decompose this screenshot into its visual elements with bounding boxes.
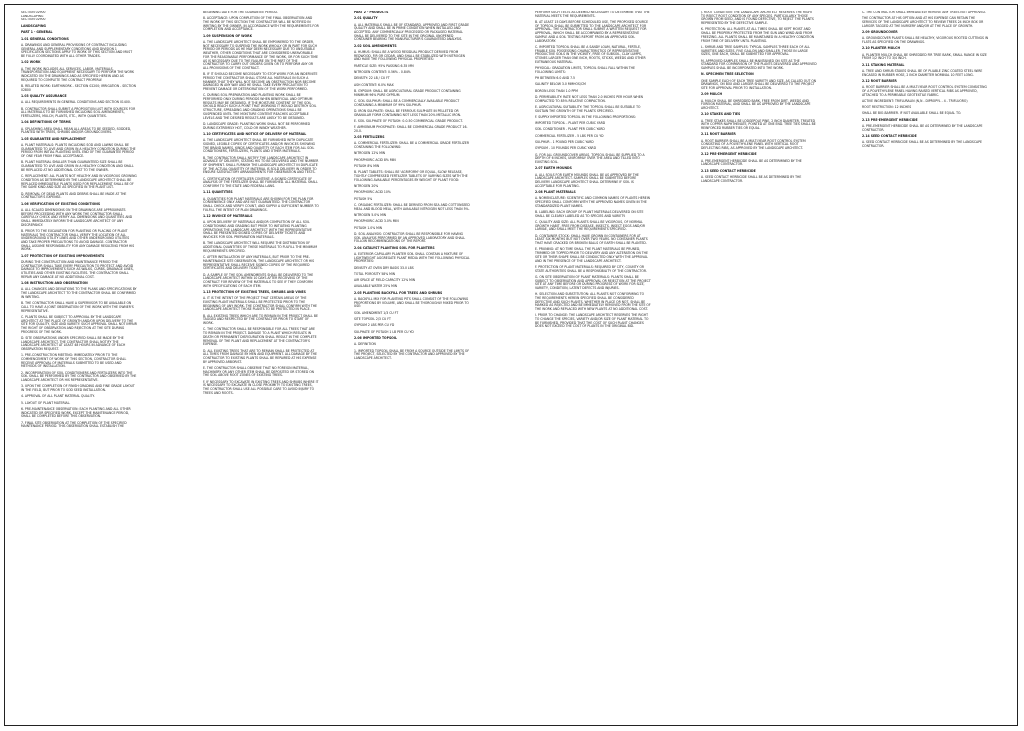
spec-paragraph: D. IRON SULPHATE: SHALL BE FERROUS SULPHATE IN PELLETED OR GRANULAR FORM CONTAINING NOT LESS THAN 20% METALLIC IRON. (354, 108, 462, 117)
section-label: SECTION 02900 (21, 11, 46, 14)
spec-paragraph: B. THE CONTRACTOR SHALL NOTIFY THE LANDSCAPE ARCHITECT IN ADVANCE OF DELIVERY, STATING HIS TO BE DELIVERED AND THE NUMBER OF SHIPMENT. SHALL FURNISH THE LANDSCAPE ARCHITECT IN DUPLICATE OF THE ACTUAL QUANTITY OF MATERIAL IS SOLD DELIVERY IN ORDER TO ENSURE SATISFACTORY ARRANGEMENTS FOR OBSERVATION AND TESTS. (203, 155, 319, 175)
section-heading: 2.03 FERTILIZERS (354, 135, 385, 140)
spec-paragraph: 8. ACCEPTANCE: UPON COMPLETION OF THE FINAL OBSERVATION AND THE WORK OF THIS SECTION THE CONTRACTOR WILL BE NOTIFIED IN WRITING BY THE OWNER, IN ACCORDANCE WITH THE REQUIREMENTS FOR COMPLETION AND ACCEPTANCE. (203, 16, 319, 32)
section-heading: 2.05 PLANTING BACKFILL FOR TREES AND SHRUBS (354, 290, 443, 295)
section-heading: 2.09 MULCH (701, 92, 723, 97)
spec-column-3 (354, 11, 470, 716)
spec-paragraph: K. PROTECTION: ALL PLANTS AT ALL TIMES SHALL BE KEPT MOIST AND SHALL BE PROPERLY PROTECTED FROM THE SUN AND WIND AND FROM FREEZING. ALL PLANTS SHALL BE MAINTAINED IN A HEALTHY CONDITION FROM TIME OF DELIVERY UNTIL PLANTING. (701, 27, 815, 43)
spec-paragraph: B. GYPSUM: SHALL BE AGRICULTURAL GRADE PRODUCT CONTAINING MINIMUM 96% PURE GYPSUM. (354, 88, 461, 97)
section-heading: 2.13 PRE-EMERGENT HERBICIDE (862, 117, 918, 122)
spec-paragraph: A. THE WORK INCLUDES ALL SERVICES, LABOR, MATERIALS, TRANSPORTATION AND EQUIPMENT NECESSARY TO PERFORM THE WORK INDICATED ON THE DRAWINGS AND AS SPECIFIED HEREIN AND AS REQUIRED TO COMPLETE THE CONTRACT PROPERLY. (21, 66, 135, 82)
spec-table-row: AVAILABLE WATER 25% MIN (354, 284, 398, 289)
spec-paragraph: C. CERTIFICATION OF FERTILIZER CONTENT: A SIGNED CERTIFICATE OF ANALYSIS OF THE FERTILIZER SHALL BE FURNISHED. ALL MATERIAL SHALL CONFORM TO THE STATE AND FEDERAL LAWS. (203, 176, 318, 189)
spec-paragraph: A. ALL REQUIREMENTS IN GENERAL CONDITIONS AND SECTION 01400. (21, 100, 131, 105)
spec-table-row: NITROGEN 12% MIN (354, 151, 386, 156)
spec-paragraph: D. SITE OBSERVATIONS UNDER SPECIFIED SHALL BE MADE BY THE LANDSCAPE ARCHITECT. THE CONTRACTOR SHALL NOTIFY THE LANDSCAPE ARCHITECT AT LEAST 48 HOURS IN ADVANCE OF EACH OBSERVATION REQUEST. (21, 335, 126, 352)
spec-paragraph: ONE SAMPLE EACH OF EACH TREE VARIETY AND SIZE, AS CALLED OUT ON DRAWINGS, ON BOX AND LARGER SHALL BE DELIVERED TO THE PROJECT SITE FOR APPROVAL PRIOR TO INSTALLATION. (701, 78, 817, 90)
spec-table-row: AIR SPACE AT FIELD CAPACITY 12% MIN (354, 278, 416, 283)
spec-table-row: GYPSUM 2 LBS PER CU YD (354, 323, 395, 328)
spec-paragraph: F. SUPPLY IMPORTED TOPSOIL IN THE FOLLOWING PROPORTIONS: (535, 114, 636, 119)
spec-table-row: SULPHATE OF POTASH 1 LB PER CU YD (354, 329, 414, 334)
spec-paragraph: 7. FINAL SITE OBSERVATION AT THE COMPLETION OF THE SPECIFIED MAINTENANCE PERIOD. THIS OBSERVATION SHALL ESTABLISH THE (21, 420, 127, 429)
spec-paragraph: D. REMOVAL OF DEAD PLANTS AND DEBRIS SHALL BE MADE AT THE CONTRACTOR'S EXPENSE. (21, 191, 127, 200)
section-heading: 2.10 STAKES AND TIES (701, 112, 741, 117)
spec-paragraph: B. PLANT MATERIAL SMALLER THAN GUARANTEED SIZE SHALL BE GUARANTEED TO LIVE AND GROW IN A HEALTHY CONDITION AND SHALL BE REPLACED AT NO ADDITIONAL COST TO THE OWNER. (21, 160, 134, 172)
spec-paragraph: F. PROTECTION OF PLANT MATERIALS: REQUIRED BY CITY, COUNTY OR STATE AUTHORITIES SHALL BE A RESPONSIBILITY OF THE CONTRACTOR. (535, 264, 647, 273)
spec-paragraph: C. ORGANIC FERTILIZER: SHALL BE DERIVED FROM SEA AND COTTONSEED MEAL AND BLOOD MEAL, WITH AVAILABLE NITROGEN NOT LESS THAN 5%. (354, 202, 470, 211)
section-heading: 2.04 CATALYST PLANTING SOIL FOR PLANTERS (354, 245, 435, 250)
spec-paragraph: A. ROOT BARRIER SHALL BE A MULTI-YEAR ROOT CONTROL SYSTEM CONSISTING OF A POLYETHYLENE PANEL WITH VERTICAL ROOT DEFLECTING RIBS, AS APPROVED BY THE LANDSCAPE ARCHITECT. (701, 138, 806, 150)
spec-column-4 (535, 11, 651, 716)
spec-table-row: PH BETWEEN 6.0 AND 7.5 (535, 75, 576, 80)
spec-paragraph: THE CONTRACTOR AT HIS OPTION AND AT HIS EXPENSE CAN RETAIN THE SERVICES OF THE LANDSCAPE ARCHITECT TO REVIEW TREES 24 INCH BOX OR LARGER TAGGED AT THE NURSERY AND/OR AT THE PLACE OF GROWTH. (862, 16, 984, 28)
spec-column-5 (701, 11, 817, 716)
section-heading: 1.02 WORK (21, 60, 41, 65)
spec-paragraph: B. THE CONTRACTOR SHALL HAVE A SUPERVISOR TO BE AVAILABLE ON CALL TO HAVE A JOINT OBSERVATION OF THE WORK WITH THE OWNER'S REPRESENTATIVE. (21, 301, 134, 313)
spec-paragraph: D. CONTAINER STOCK: SHALL HAVE GROWN IN CONTAINERS FOR AT LEAST SIX MONTHS BUT NOT OVER TWO YEARS. NO CONTAINER PLANTS THAT HAVE CRACKED OR BROKEN BALLS OF EARTH SHALL BE PLANTED. (535, 233, 648, 246)
spec-paragraph: A. BACKFILL MIX FOR PLANTING PITS SHALL CONSIST OF THE FOLLOWING PROPORTIONS BY VOLUME, AND SHALL BE THOROUGHLY MIXED PRIOR TO USE: (354, 297, 469, 309)
spec-table-row: SOIL AMENDMENT 1/3 CU FT (354, 310, 399, 315)
spec-paragraph: I. PRIOR TO CHANGE: THE LANDSCAPE ARCHITECT RESERVES THE RIGHT TO CHANGE THE SPECIES, VARIETY AND/OR SIZE OF PLANT MATERIAL TO BE FURNISHED, PROVIDED THAT THE COST OF SUCH PLANT CHANGES DOES NOT EXCEED THE COST OF PLANTS IN THE ORIGINAL BID. (535, 313, 649, 329)
section-heading: 1.11 QUANTITIES (203, 190, 233, 195)
spec-paragraph: D. ALL EXISTING TREES THAT ARE TO REMAIN SHALL BE PROTECTED AT ALL TIMES FROM DAMAGE BY MEN AND EQUIPMENT. ALL DAMAGE BY THE CONTRACTOR TO EXISTING PLANTS SHALL BE REPAIRED AT HIS EXPENSE BY APPROVED ARBORIST. (203, 348, 317, 364)
spec-paragraph: A. QUANTITIES FOR PLANT MATERIALS ARE SHOWN FOR THE PLAN FOR CONVENIENCE ONLY AND ARE NOT GUARANTEED. THE CONTRACTOR SHALL CHECK AND VERIFY COUNT, AND SUPPLY A SUFFICIENT NUMBER TO FULFILL THE INTENT OF PLAN DRAWINGS. (203, 196, 319, 212)
section-heading: PART 1 - GENERAL (21, 30, 53, 35)
section-heading: 1.05 GUARANTEE AND REPLACEMENT (21, 136, 86, 141)
section-heading: 2.12 PRE-EMERGENT HERBICIDE (701, 152, 757, 157)
section-heading: 1.01 GENERAL CONDITIONS (21, 36, 69, 41)
spec-table-row: BORON LESS THAN 1.0 PPM (535, 88, 578, 93)
spec-table-row: NITROGEN 5.0% MIN (354, 212, 387, 217)
spec-table-row: PHYSICAL: GRADATION LIMITS, TOPSOIL SHALL FALL WITHIN THE FOLLOWING LIMITS: (535, 65, 635, 74)
spec-paragraph: B. PLANT TABLETS: SHALL BE 'AGRIFORM' OR EQUAL, SLOW RELEASE, TIGHTLY COMPRESSED FERTILIZER TABLETS OF VARYING SIZES WITH THE FOLLOWING AVAILABLE PERCENTAGES BY WEIGHT OF PLANT FOOD: (354, 170, 468, 182)
spec-table-row: ROOT RESTRICTION: 12 INCHES (862, 105, 912, 110)
spec-paragraph: A. ALL SCALED DIMENSIONS ON THE DRAWINGS ARE APPROXIMATE. BEFORE PROCEEDING WITH ANY WORK THE CONTRACTOR SHALL CAREFULLY CHECK AND VERIFY ALL DIMENSIONS AND QUANTITIES AND SHALL IMMEDIATELY INFORM THE LANDSCAPE ARCHITECT OF ANY DISCREPANCY. (21, 207, 133, 227)
spec-paragraph: A. ROOT BARRIER SHALL BE A MULTI-YEAR ROOT CONTROL SYSTEM CONSISTING OF A POLYETHYLENE PANEL HAVING RAISED VERTICAL RIBS AS APPROVED, ATTACHED TO A PERMEABLE GEOTEXTILE FABRIC. (862, 85, 987, 97)
spec-paragraph: 3. UPON THE COMPLETION OF FINISH GRADING AND FINE GRADE LAYOUT IN THE FIELD, BUT PRIOR TO SOD SEED INSTALLATION. (21, 384, 135, 393)
section-heading: PART 2 - PRODUCTS (354, 11, 389, 14)
spec-table-row: PHOSPHORIC ACID 3.0% MIN (354, 219, 399, 224)
spec-paragraph: PERFORM SUCH TESTS AS DEEMED NECESSARY TO DETERMINE THAT THE MATERIAL MEETS THE REQUIREMENTS. (535, 11, 650, 18)
section-heading: 1.09 SUSPENSION OF WORK (203, 33, 252, 38)
spec-table-row: PHOSPHORIC ACID 10% (354, 190, 391, 195)
spec-paragraph: D. LANDSCAPE GRADE: PLANTING WORK SHALL NOT BE PERFORMED DURING EXTREMELY HOT, COLD OR WINDY WEATHER. (203, 121, 311, 130)
spec-paragraph: C. AFTER INSTALLATION OF ANY MATERIALS, BUT PRIOR TO THE PRE-MAINTENANCE SITE OBSERVATION, THE LANDSCAPE ARCHITECT OR HIS REPRESENTATIVE SHALL RECEIVE SIGNED COPIES OF THE REQUIRED CERTIFICATES AND DELIVERY TICKETS. (203, 255, 315, 271)
spec-paragraph: 2. INCORPORATION OF SOIL CONDITIONERS AND FERTILIZERS INTO THE SOIL SHALL BE PERFORMED BY THE CONTRACTOR AND OBSERVED BY THE LANDSCAPE ARCHITECT OR HIS REPRESENTATIVE. (21, 370, 137, 383)
section-heading: 2.10 PLANTER MULCH (862, 46, 901, 51)
section-heading: 2.14 SEED CONTACT HERBICIDE (862, 134, 917, 139)
spec-paragraph: F. AMMONIUM PHOSPHATE: SHALL BE COMMERCIAL GRADE PRODUCT 16-20-0. (354, 125, 468, 133)
spec-paragraph: B. ALL EXISTING TREES WHICH ARE TO REMAIN IN THE PROJECT SHALL BE TAGGED AND RESPECTED BY THE CONTRACTOR PRIOR TO START OF WORK. (203, 313, 318, 326)
spec-table-row: POTASH 8% MIN (354, 164, 380, 169)
spec-column-6 (862, 11, 990, 716)
spec-paragraph: A. EXTERIOR CAPILLARY PLANTER SOIL SHALL CONTAIN A MIXTURE OF LIGHTWEIGHT AGGREGATE PLANT MEDIA WITH THE FOLLOWING PHYSICAL PROPERTIES: (354, 251, 470, 264)
spec-paragraph: A. ALL SOILS FOR EARTH MOUNDS SHALL BE AS APPROVED BY THE LANDSCAPE ARCHITECT. SAMPLES SHALL BE SUBMITTED BEFORE DELIVERY. LANDSCAPE ARCHITECT SHALL DETERMINE IF SOIL IS ACCEPTABLE FOR PLANTING. (535, 172, 639, 188)
section-heading: 2.01 QUALITY (354, 16, 378, 21)
spec-table-row: COMMERCIAL FERTILIZER - 5 LBS PER CU YD (535, 133, 604, 138)
section-heading: 2.12 ROOT BARRIER (862, 78, 897, 83)
spec-paragraph: F. IF NECESSARY TO EXCAVATE IN EXISTING TREES AND SHRUBS WHERE IT IS NECESSARY TO EXCAVATE IN CLOSE PROXIMITY TO EXISTING TREES, THE CONTRACTOR SHALL USE ALL POSSIBLE CARE TO AVOID INJURY TO TREES AND ROOTS. (203, 379, 319, 395)
spec-table-row: SALINITY BELOW 3.0 MMHOS/CM (535, 82, 586, 87)
spec-paragraph: A. HUMUS: SHALL BE A WOOD RESIDUAL PRODUCT DERIVED FROM REDWOOD, FIR OR CEDAR, AND SHALL BE STABILIZED WITH NITROGEN AND HAVE THE FOLLOWING PHYSICAL PROPERTIES: (354, 50, 465, 62)
spec-paragraph: E. THE CONTRACTOR SHALL OBSERVE THAT NO FOREIGN MATERIAL, MACHINERY OR ANY OTHER ITEM SHALL BE DEPOSITED OR STORED ON THE SOIL ABOVE ROOT ZONES OF EXISTING TREES. (203, 365, 314, 378)
spec-paragraph: A. PLANT MATERIALS: PLANTS INCLUDING SOD AND LAWNS SHALL BE GUARANTEED TO LIVE AND GROW IN A HEALTHY CONDITION DURING THE PERIOD FROM INITIAL PLANTING UNTIL END OF THE GUARANTEE PERIOD OF ONE YEAR FROM FINAL ACCEPTANCE. (21, 143, 136, 159)
spec-paragraph: A. THE LANDSCAPE ARCHITECT SHALL BE FURNISHED WITH DUPLICATE SIGNED, LEGIBLE COPIES OF CERTIFICATES AND/OR INVOICES SHOWING THE BRAND NAMES, KINDS AND QUANTITY OF EACH ITEM FOR ALL SOIL CONDITIONERS, FERTILIZERS, PLANTS AND OTHER MATERIALS. (203, 138, 316, 154)
section-heading: 1.13 PROTECTION OF EXISTING TREES, SHRUBS AND VINES (203, 289, 306, 294)
spec-paragraph: B. PRIOR TO THE EXCAVATION FOR PLANTING OR PLACING OF PLANT MATERIALS THE CONTRACTOR SHALL VERIFY THE LOCATION OF ALL UNDERGROUND UTILITY LINES AND OTHER UNDERGROUND UTILITIES AND TAKE PROPER PRECAUTIONS TO AVOID DAMAGE. CONTRACTOR SHALL ASSUME RESPONSIBILITY FOR ANY DAMAGE RESULTING FROM HIS WORK. (21, 228, 135, 252)
spec-table-row: SITE TOPSOIL 2/3 CU FT (354, 317, 391, 322)
spec-paragraph: H. SELECTION AND SUBSTITUTION: ALL PLANTS NOT CONFORMING TO THE REQUIREMENTS HEREIN SPECIFIED SHALL BE CONSIDERED DEFECTIVE AND SUCH PLANTS, WHETHER IN PLACE OR NOT, SHALL BE MARKED AS REJECTED AND BE IMMEDIATELY REMOVED FROM THE SITE OF THE WORK AND REPLACED WITH NEW PLANTS AT NO ADDITIONAL COST. (535, 292, 651, 312)
spec-paragraph: E. PRUNING: AT NO TIME SHALL THE PLANT MATERIALS BE PRUNED, TRIMMED OR TOPPED PRIOR TO DELIVERY AND ANY ALTERATION ON THE SITE OR THEIR SHAPE SHALL BE CONDUCTED ONLY WITH THE APPROVAL AND IN THE PRESENCE OF THE LANDSCAPE ARCHITECT. (535, 247, 648, 263)
spec-paragraph: E. AGRICULTURAL SUITABILITY: THE TOPSOIL SHALL BE SUITABLE TO SUSTAIN THE GROWTH OF THE PLANTS SPECIFIED. (535, 104, 641, 113)
spec-paragraph: C. DURING SOIL PREPARATION AND PLANTING WORK SHALL BE PERFORMED ONLY DURING PERIODS WHEN BENEFICIAL AND OPTIMUM RESULTS MAY BE OBTAINED. IF THE MOISTURE CONTENT OF THE SOIL SHOULD REACH SUCH A POINT THAT WORKING IT WOULD DESTROY SOIL STRUCTURE, SPREADING AND GRADING OPERATIONS SHALL BE SUSPENDED UNTIL THE MOISTURE CONTENT REACHES ACCEPTABLE LEVELS AND THE DESIRED RESULTS ARE LIKELY TO BE OBTAINED. (203, 93, 317, 120)
spec-column-1 (21, 11, 137, 716)
spec-column-2 (203, 11, 319, 716)
spec-paragraph: G. ON SITE OBSERVATION OF PLANT MATERIALS: PLANTS SHALL BE SUBJECT TO OBSERVATION AND APPROVAL OR REJECTION AT THE PROJECT SITE AT ANY TIME BEFORE OR DURING PROGRESS OF WORK FOR SIZE, VARIETY, CONDITION, LATENT DEFECTS AND INJURIES. (535, 274, 651, 290)
section-heading: 2.11 ROOT BARRIER (701, 132, 736, 137)
spec-paragraph: A. SEED CONTACT HERBICIDE SHALL BE AS DETERMINED BY THE LANDSCAPE CONTRACTOR. (701, 174, 802, 183)
spec-table-row: PARTICLE SIZE: 95% PASSING 6.35 MM (354, 63, 414, 68)
spec-paragraph: A. THE LANDSCAPE ARCHITECT SHALL BE EMPOWERED TO THE ORDER, NOT NECESSARY TO SUSPEND THE WORK WHOLLY OR IN PART FOR SUCH PERIOD OR PERIODS AS HE MAY DEEM NECESSARY DUE TO UNSUITABLE WEATHER, OTHER CONDITIONS THAT ARE CONSIDERED UNFAVORABLE FOR THE REASONABLE PERFORMANCE OF THE WORK, OR FOR SUCH TIME AS IS NECESSARY DUE TO THE FAILURE ON THE PART OF THE CONTRACTOR TO CARRY OUT ORDERS GIVEN OR TO PERFORM ANY OR ALL PROVISIONS OF THE CONTRACT. (203, 40, 318, 70)
section-heading: N. SPECIMEN TREE SELECTION (701, 72, 754, 77)
spec-paragraph: A. MULCH SHALL BE SHREDDED BARK, FREE FROM DIRT, WEEDS AND FOREIGN MATERIAL, AND SHALL BE AS APPROVED BY THE LANDSCAPE ARCHITECT. (701, 98, 811, 110)
spec-table-row: IMPORTED TOPSOIL - PLANT PER CUBIC YARD (535, 121, 606, 126)
section-heading: 2.02 SOIL AMENDMENTS (354, 43, 397, 48)
spec-paragraph: C. THE CONTRACTOR SHALL BE RESPONSIBLE FOR ALL TREES THAT ARE TO REMAIN IN THE PROJECT. DAMAGE TO A PLANT WHICH RESULTS IN DEATH OR PERMANENT DISFIGURATION SHALL RESULT IN THE COMPLETE REMOVAL OF THE PLANT AND REPLACEMENT AT THE CONTRACTOR'S EXPENSE. (203, 327, 317, 347)
spec-paragraph: 6. PRE-MAINTENANCE OBSERVATION: EACH PLANTING AND ALL OTHER INDICATED OR SPECIFIED WORK, EXCEPT THE MAINTENANCE PERIOD, SHALL BE COMPLETED BEFORE THIS OBSERVATION. (21, 407, 131, 419)
spec-table-row: ACTIVE INGREDIENT: TRIFLURALIN (N,N - DIPROPYL - 4 - TRIFLUORO) (862, 98, 968, 103)
spec-table-row: PHOSPHORIC ACID 8% MIN (354, 157, 396, 162)
section-heading: 2.07 EARTH MOUNDS (535, 166, 572, 171)
spec-paragraph: B. CONTRACTOR SHALL SUBMIT A PROPOSITION LIST WITH SOURCES FOR ALL MATERIALS TO BE FURNISHED INCLUDING SOIL AMENDMENTS, FERTILIZERS, MULCH, PLANTS, ETC., WITH QUANTITIES. (21, 106, 136, 119)
spec-table-row: SULPHUR - 1 POUND PER CUBIC YARD (535, 140, 594, 144)
section-title: LANDSCAPING (21, 14, 44, 18)
spec-paragraph: A. DEFINITION (354, 342, 376, 347)
spec-table-row: ASH CONTENT: 6.0% MAX (354, 82, 394, 87)
spec-paragraph: 5. LAYOUT OF PLANT MATERIAL. (21, 400, 71, 405)
spec-paragraph: A. SPLASHING AREA SHALL MEAN ALL AREAS TO BE SEEDED, SODDED, PLANTED WITH TREES, SHRUBS AND/OR GROUNDCOVERS. (21, 126, 132, 135)
spec-paragraph: C. REPLACEMENT: ALL PLANTS NOT HEALTHY AND IN VIGOROUS GROWING CONDITION AS DETERMINED BY THE LANDSCAPE ARCHITECT SHALL BE REPLACED IMMEDIATELY. PLANTS USED FOR REPLACEMENT SHALL BE OF THE SAME KIND AND SIZE AS SPECIFIED IN THE PLANT LIST. (21, 174, 137, 190)
spec-table-row: TOTAL POROSITY 58% MIN (354, 271, 396, 276)
spec-paragraph: B. THE LANDSCAPE ARCHITECT WILL REQUIRE THE DISTRIBUTION OF ADDITIONAL QUANTITIES OF THESE MATERIALS TO FULFILL THE MINIMUM REQUIREMENTS SPECIFIED. (203, 241, 318, 253)
section-heading: 2.06 IMPORTED TOPSOIL (354, 335, 397, 340)
spec-paragraph: B. LABELING: EACH GROUP OF PLANT MATERIALS DELIVERED ON SITE SHALL BE CLEARLY LABELED AS TO SPECIES AND VARIETY. (535, 210, 644, 218)
spec-paragraph: A. COMMERCIAL FERTILIZER: SHALL BE A COMMERCIAL GRADE FERTILIZER CONTAINING THE FOLLOWING: (354, 141, 470, 150)
spec-paragraph: M. APPROVED SAMPLES SHALL BE MAINTAINED ON SITE AS THE STANDARD FOR COMPARISON OF THE PLANTS DELIVERED AND APPROVED SAMPLES SHALL BE INCORPORATED INTO THE WORK. (701, 58, 817, 70)
spec-table-row: SOIL CONDITIONER - PLANT PER CUBIC YARD (535, 127, 605, 132)
spec-paragraph: A. UPON DELIVERY OF MATERIALS AND/OR COMPLETION OF ALL SOIL CONDITIONING AND GRADING BUT PRIOR TO INITIATING PLANTING OPERATIONS THE LANDSCAPE ARCHITECT WITH THE REPRESENTATIVE SHALL BE PRESENTED SIGNED COPIES OF DELIVERY TICKETS AND INVOICES FOR SOIL PREPARATION MATERIALS. (203, 220, 312, 240)
spec-table-row: DENSITY: 22 LB / CU FT (354, 76, 390, 81)
spec-paragraph: B. AT LEAST 15 DAYS BEFORE SCHEDULED USE, THE PROPOSED SOURCE OF TOPSOIL SHALL BE SUBMITTED TO THE LANDSCAPE ARCHITECT FOR APPROVAL. THE CONTRACTOR SHALL SUBMIT A WRITTEN REQUEST FOR APPROVAL, WHICH SHALL BE ACCOMPANIED BY A REPRESENTATIVE SAMPLE AND A SOIL TESTING REPORT FROM AN APPROVED SOIL LABORATORY. (535, 20, 649, 43)
spec-table-row: GYPSUM - 10 POUNDS PER CUBIC YARD (535, 146, 596, 151)
spec-paragraph: A. PRE-EMERGENT HERBICIDE SHALL BE AS DETERMINED BY THE LANDSCAPE CONTRACTOR. (862, 124, 983, 132)
section-heading: 1.07 PROTECTION OF EXISTING IMPROVEMENTS (21, 253, 105, 258)
spec-paragraph: A. GROUNDCOVER PLANTS SHALL BE HEALTHY, VIGOROUS ROOTED CUTTINGS IN FLATS AS SPECIFIED ON THE DRAWINGS. (862, 36, 989, 44)
section-heading: 1.06 VERIFICATION OF EXISTING CONDITIONS (21, 201, 101, 206)
spec-paragraph: A. TREE AND SHRUB STAKES SHALL BE OF PLIABLE ZINC COATED STEEL WIRE ENCASED IN RUBBER HOSE, 2 INCH DIAMETER NOMINAL 10 FEET LONG. (862, 68, 983, 77)
spec-paragraph: BEGINNING DATE FOR THE GUARANTEE PERIOD. (203, 11, 278, 14)
spec-paragraph: 4. APPROVAL OF ALL PLANT MATERIAL QUALITY. (21, 394, 95, 399)
section-heading: 1.12 INVOICE OF MATERIALS (203, 214, 253, 219)
spec-paragraph: C. IMPORTED TOPSOIL SHALL BE A SANDY LOAM, NATURAL, FERTILE, FRIABLE SOIL POSSESSING CHARACTERISTICS OF REPRESENTATIVE PRODUCTIVE SOILS IN THE VICINITY, FREE OF SUBSOIL, CLAY LUMPS, STONES LARGER THAN ONE INCH, ROOTS, STICKS, WEEDS AND OTHER EXTRANEOUS MATERIAL. (535, 44, 646, 64)
spec-paragraph: C. THE CONTRACTOR SHALL IMMEDIATELY REMOVE ANY TREES NOT APPROVED. (862, 11, 986, 14)
spec-paragraph: L. SHRUB AND TREE SAMPLES: TYPICAL SAMPLES THREE EACH OF ALL VARIETIES AND SIZES, FIVE GALLON AND SMALLER, THOSE IN LARGE SIZES, ONE EACH, SHALL BE SUBMITTED FOR APPROVAL. (701, 44, 810, 57)
specification-sheet (4, 4, 1018, 726)
spec-paragraph: DURING THE CONSTRUCTION AND MAINTENANCE PERIOD THE CONTRACTOR SHALL TAKE EVERY PRECAUTION TO PROTECT AND AVOID DAMAGE TO IMPROVEMENTS SUCH AS WALKS, CURBS, DRAINAGE LINES, UTILITIES AND OTHER EXISTING FACILITIES. THE CONTRACTOR SHALL REPAIR ANY DAMAGE AT NO ADDITIONAL COST. (21, 260, 134, 279)
spec-paragraph: G. FOR ALL GROUNDCOVER AREAS, TOPSOIL SHALL BE SUPPLIED TO A DEPTH OF 6 INCHES, UNIFORMLY OVER THE AREA AND TILLED INTO EXISTING SOIL. (535, 152, 645, 164)
spec-paragraph: B. RELATED WORK: EARTHWORK - SECTION 02200; IRRIGATION - SECTION 02800 (21, 84, 136, 92)
section-heading: 1.04 DEFINITIONS OF TERMS (21, 120, 71, 125)
section-heading: 1.10 CERTIFICATES AND NOTICE OF DELIVERY OF MATERIAL (203, 131, 307, 136)
spec-paragraph: 1. IMPORTED TOPSOIL SHALL BE FROM A SOURCE OUTSIDE THE LIMITS OF THE PROJECT, SELECTED BY THE CONTRACTOR AND APPROVED BY THE LANDSCAPE ARCHITECT. (354, 348, 470, 360)
spec-table-row: NITROGEN 20% (354, 184, 379, 189)
spec-paragraph: C. QUALITY AND SIZE: ALL PLANTS SHALL BE VIGOROUS, OF NORMAL GROWTH HABIT, FREE FROM DISEASE, INSECTS, INSECT EGGS AND/OR LARVAE, AND SHALL MEET THE REQUIREMENTS SPECIFIED. (535, 220, 646, 232)
spec-paragraph: C. PLANTS SHALL BE SUBJECT TO APPROVAL BY THE LANDSCAPE ARCHITECT AT THE PLACE OF GROWTH AND/OR UPON DELIVERY TO THE SITE FOR QUALITY, SIZE AND VARIETY. SUCH APPROVAL SHALL NOT IMPAIR THE RIGHT OF OBSERVATION AND REJECTION AT THE SITE DURING PROGRESS OF THE WORK. (21, 314, 137, 334)
section-number: SECTION 02900 (21, 18, 46, 22)
section-heading: 2.08 PLANT MATERIALS (535, 190, 576, 194)
spec-paragraph: A. DRAWINGS AND GENERAL PROVISIONS OF CONTRACT INCLUDING GENERAL AND SUPPLEMENTARY CONDITIONS AND DIVISION 1 SPECIFICATION SECTIONS APPLY TO WORK OF THIS SECTION AND MUST BE FULLY COORDINATED WITH ALL OTHER TRADES. (21, 43, 133, 59)
spec-paragraph: D. SOIL ANALYSIS: CONTRACTOR SHALL BE RESPONSIBLE FOR HAVING SOIL ANALYSIS PERFORMED BY AN APPROVED LABORATORY AND SHALL FOLLOW RECOMMENDATIONS OF THE REPORT. (354, 231, 466, 244)
spec-paragraph: D. PERMEABILITY: RATE NOT LESS THAN 2.0 INCHES PER HOUR WHEN COMPACTED TO 85% RELATIVE COMPACTION. (535, 94, 643, 103)
spec-paragraph: SHALL BE BIO-BARRIER. IF NOT AVAILABLE SHALL BE EQUAL TO. (862, 111, 962, 116)
spec-paragraph: B. IF IT SHOULD BECOME NECESSARY TO STOP WORK FOR AN INDEFINITE PERIOD THE CONTRACTOR SHALL STORE ALL MATERIALS IN SUCH A MANNER THAT THEY WILL NOT BECOME AN OBSTRUCTION NOR BECOME DAMAGED IN ANY WAY AND HE SHALL TAKE EVERY PRECAUTION TO PREVENT DAMAGE OR DETERIORATION OF THE WORK PERFORMED. (203, 72, 318, 92)
spec-paragraph: A. ALL CHANGES AND DEVIATIONS TO THE PLANS AND SPECIFICATIONS BY THE LANDSCAPE ARCHITECT TO THE CONTRACTOR SHALL BE CONFIRMED IN WRITING. (21, 287, 137, 299)
spec-paragraph: D. A SAMPLE OF THE SOIL AMENDMENTS SHALL BE DELIVERED TO THE LANDSCAPE ARCHITECT WITHIN 10 DAYS AFTER RECEIVING OF THE CONTRACT FOR REVIEW OF THE MATERIALS TO SEE IF THEY CONFORM WITH SPECIFICATIONS OF EACH ITEM. (203, 272, 314, 288)
spec-paragraph: A. NOMENCLATURE: SCIENTIFIC AND COMMON NAMES OF PLANTS HEREIN SPECIFIED SHALL CONFORM WITH THE APPROVED NAMES GIVEN IN THE STANDARDIZED PLANT NAMES. (535, 196, 650, 208)
spec-paragraph: E. SOIL SULPHATE OF POTASH: 0-0-50 COMMERCIAL GRADE PRODUCT. (354, 118, 463, 123)
spec-table-row: DENSITY AT OVEN DRY BASIS 33.0 LBS (354, 265, 414, 270)
spec-table-row: POTASH 1.0% MIN (354, 225, 383, 230)
spec-paragraph: C. SOIL SULPHUR: SHALL BE A COMMERCIALLY AVAILABLE PRODUCT CONTAINING A MINIMUM OF 99% SULPHUR. (354, 98, 460, 107)
header-block (21, 11, 137, 22)
spec-paragraph: A. TREE STAKES SHALL BE LODGEPOLE PINE, 2 INCH DIAMETER, TREATED WITH COPPER NAPHTHENATE, POINTED AT ONE END. TREE TIES SHALL BE REINFORCED RUBBER TIES OR EQUAL. (701, 118, 816, 130)
section-heading: 2.13 SEED CONTACT HERBICIDE (701, 168, 756, 173)
spec-table-row: POTASH 5% (354, 196, 373, 201)
spec-table-row: NITROGEN CONTENT: 0.56% - 0.84% (354, 70, 411, 74)
spec-paragraph: 1. PRE-CONSTRUCTION MEETING: IMMEDIATELY PRIOR TO THE COMMENCEMENT OF WORK OF THIS SECTION, CONTRACTOR SHALL RECEIVE APPROVAL OF MATERIALS SUBMITTED TO BE USED AND METHODS OF INSTALLATION. (21, 353, 127, 369)
spec-paragraph: A. ALL MATERIALS SHALL BE OF STANDARD, APPROVED AND FIRST GRADE QUALITY AND SHALL BE IN PRIME CONDITION WHEN INSTALLED AND ACCEPTED. ANY COMMERCIALLY PROCESSED OR PACKAGED MATERIAL SHALL BE DELIVERED TO THE SITE IN THE ORIGINAL UNOPENED CONTAINER BEARING THE MANUFACTURER'S GUARANTEED ANALYSIS. (354, 22, 470, 42)
spec-paragraph: J. ROOT CONDITION: THE LANDSCAPE ARCHITECT RESERVES THE RIGHT TO REJECT ROOT CONDITION OF ANY SPECIES, PARTICULARLY THOSE GROWN FROM SEED, AND IS FOUND DEFECTIVE, TO REJECT THE PLANTS REPRESENTED BY THE DEFECTIVE SAMPLE. (701, 11, 814, 26)
section-heading: 1.03 QUALITY ASSURANCE (21, 94, 67, 99)
section-heading: 2.11 STAKING MATERIAL (862, 62, 905, 67)
section-heading: LANDSCAPING (21, 24, 46, 29)
section-heading: 2.09 GROUNDCOVER (862, 30, 898, 34)
spec-paragraph: A. PLANTER MULCH SHALL BE SHREDDED FIR TREE BARK, SMALL RANGE IN SIZE FROM 1/2 INCH TO 3/4 INCH. (862, 52, 987, 61)
spec-paragraph: A. SEED CONTACT HERBICIDE SHALL BE AS DETERMINED BY THE LANDSCAPE CONTRACTOR. (862, 140, 982, 149)
spec-paragraph: A. IT IS THE INTENT OF THE PROJECT THAT CERTAIN AREAS OF THE EXISTING PLANT MATERIALS SHALL BE PROTECTED PRIOR TO THE BEGINNING OF ANY WORK. THE CONTRACTOR SHALL CONFIRM WITH THE LANDSCAPE ARCHITECT THOSE PLANTS TO BE PROTECTED IN PLACE. (203, 296, 318, 312)
section-heading: 1.08 INSTRUCTION AND OBSERVATION (21, 281, 88, 286)
spec-paragraph: A. PRE-EMERGENT HERBICIDE SHALL BE AS DETERMINED BY THE LANDSCAPE CONTRACTOR. (701, 158, 802, 167)
